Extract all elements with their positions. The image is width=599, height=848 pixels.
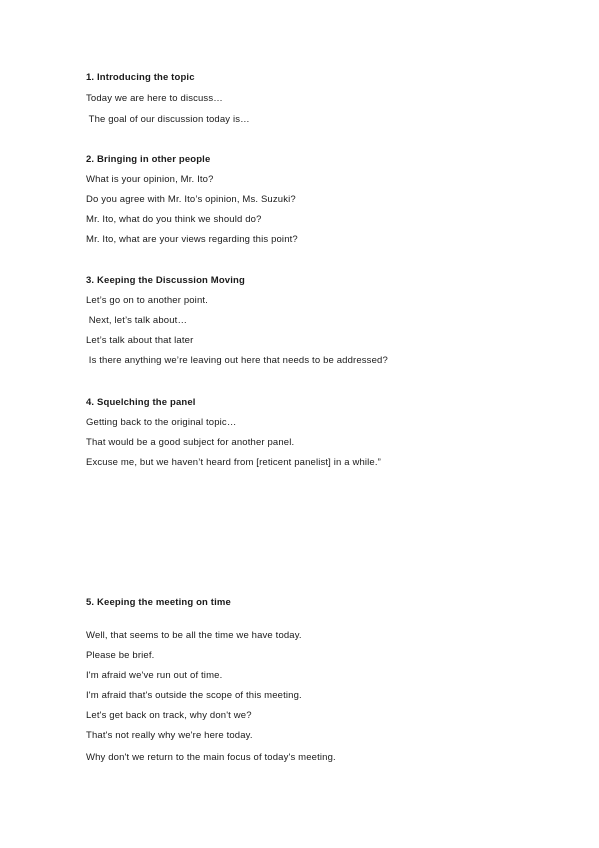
phrase-line: Mr. Ito, what are your views regarding this point? — [86, 234, 298, 245]
section-heading: 1. Introducing the topic — [86, 72, 195, 83]
phrase-line: Let’s go on to another point. — [86, 295, 208, 306]
phrase-line: Please be brief. — [86, 650, 155, 661]
phrase-line: Let’s talk about that later — [86, 335, 194, 346]
phrase-line: Do you agree with Mr. Ito’s opinion, Ms. Suzuki? — [86, 194, 296, 205]
phrase-line: Is there anything we’re leaving out here that needs to be addressed? — [86, 355, 388, 366]
phrase-line: Why don't we return to the main focus of today's meeting. — [86, 752, 336, 763]
phrase-line: The goal of our discussion today is… — [86, 114, 250, 125]
phrase-line: Well, that seems to be all the time we have today. — [86, 630, 302, 641]
phrase-line: Today we are here to discuss… — [86, 93, 223, 104]
phrase-line: Next, let’s talk about… — [86, 315, 188, 326]
phrase-line: I'm afraid that's outside the scope of this meeting. — [86, 690, 302, 701]
phrase-line: That would be a good subject for another panel. — [86, 437, 295, 448]
phrase-line: What is your opinion, Mr. Ito? — [86, 174, 214, 185]
phrase-line: Let's get back on track, why don't we? — [86, 710, 252, 721]
section-heading: 4. Squelching the panel — [86, 397, 196, 408]
phrase-line: That's not really why we're here today. — [86, 730, 253, 741]
phrase-line: Excuse me, but we haven’t heard from [reticent panelist] in a while.” — [86, 457, 381, 468]
section-heading: 2. Bringing in other people — [86, 154, 211, 165]
phrase-line: Getting back to the original topic… — [86, 417, 237, 428]
section-heading: 5. Keeping the meeting on time — [86, 597, 231, 608]
section-heading: 3. Keeping the Discussion Moving — [86, 275, 245, 286]
phrase-line: Mr. Ito, what do you think we should do? — [86, 214, 262, 225]
phrase-line: I'm afraid we've run out of time. — [86, 670, 223, 681]
